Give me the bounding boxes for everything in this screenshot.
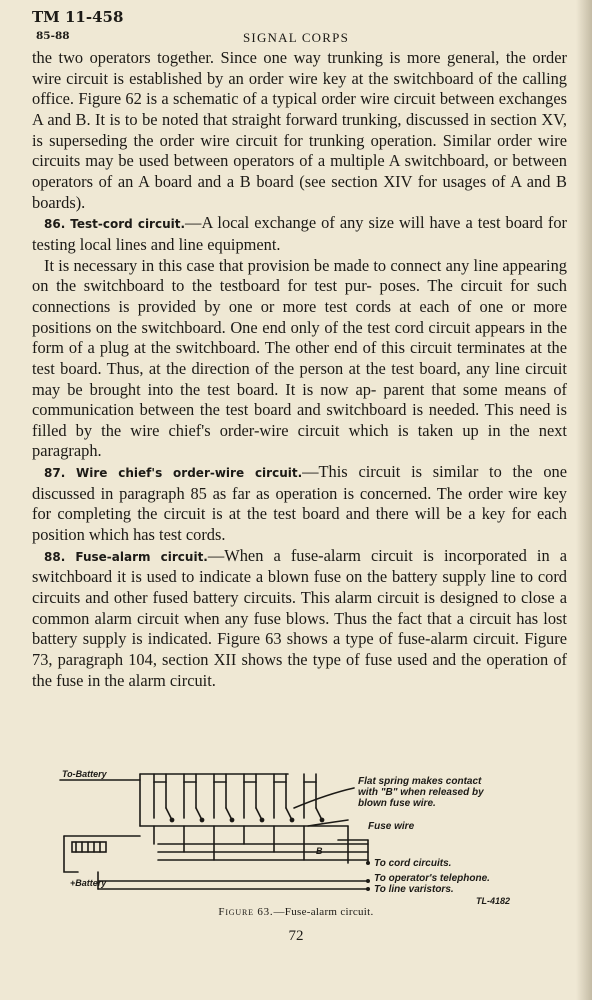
fuse-cap — [274, 774, 286, 782]
text-line: alarm circuit is designed to close a common alarm circuit when — [32, 588, 567, 628]
text-line: —This circuit is similar to the one — [302, 462, 567, 482]
text-line: order wire key for completing the circuit is at the test board and — [32, 483, 567, 524]
output-dot-telephone — [366, 879, 370, 883]
label-fuse-wire: Fuse wire — [368, 821, 415, 832]
output-dot-varistor — [366, 887, 370, 891]
label-flat-spring-3: blown fuse wire. — [358, 798, 436, 809]
text-line: B board (see section XIV for usages of A and B boards). — [32, 171, 567, 212]
page-number: 72 — [288, 928, 304, 944]
resistor-bank — [72, 842, 106, 852]
text-line: any fuse blows. Thus the fact that a circuit has lost battery supply — [32, 608, 567, 649]
fuse-wire-leader — [308, 820, 348, 826]
contact-point — [320, 818, 323, 821]
contact-point — [200, 818, 203, 821]
label-to-operators: To operator's telephone. — [374, 873, 490, 884]
text-line: parent that some means of communication between the test board — [32, 379, 567, 420]
label-flat-spring-2: with "B" when released by — [358, 787, 484, 798]
text-line: multiple A switchboard, or between operators of an A board and a — [32, 151, 567, 191]
paragraph — [32, 462, 567, 546]
contact-point — [290, 818, 293, 821]
label-flat-spring-1: Flat spring makes contact — [358, 776, 482, 787]
text-line: —When a fuse-alarm circuit is incorporated — [207, 545, 527, 565]
paragraph-heading: Wire chief's order-wire circuit. — [76, 466, 303, 481]
manual-id: TM 11-458 — [32, 8, 124, 26]
fuse-cap — [214, 774, 226, 782]
running-title: SIGNAL CORPS — [242, 30, 350, 45]
fuse-unit — [154, 774, 174, 844]
page-edge-shadow — [576, 0, 592, 1000]
contact-point — [230, 818, 233, 821]
paragraph — [32, 256, 567, 463]
paragraph — [32, 546, 567, 692]
figure-caption — [0, 906, 592, 918]
label-battery: +Battery — [70, 878, 107, 888]
contact-point — [170, 818, 173, 821]
fuse-alarm-schematic — [58, 768, 548, 908]
fuse-cap — [184, 774, 196, 782]
text-line: discussed in paragraph 85 as far as operation is concerned. The — [32, 483, 463, 503]
body-text — [32, 48, 567, 691]
paragraph-number: 88. — [44, 549, 66, 564]
text-line: operation of the fuse in the alarm circuit. — [32, 650, 567, 690]
paragraph-range: 85-88 — [36, 30, 70, 42]
text-line: Similar order wire circuits may be used between operators of a — [32, 130, 567, 171]
contact-point — [260, 818, 263, 821]
text-line: poses. The circuit for such connections is provided by one or more — [32, 276, 568, 316]
fuse-unit — [274, 774, 294, 852]
text-line: the two operators together. Since one way trunking is more general, — [32, 48, 500, 67]
text-line: is to be noted that straight forward trunking, discussed in section — [109, 109, 537, 129]
text-line: and switchboard is needed. This need is filled by the wire chief's — [32, 400, 567, 440]
text-line: —A local exchange of any size will have a — [185, 213, 473, 233]
paragraph — [32, 48, 567, 213]
text-line: end only of the test cord circuit appears in the form of a plug at — [32, 317, 568, 358]
fuse-group — [154, 774, 324, 860]
label-to-battery: To-Battery — [62, 769, 107, 779]
text-line: XV, is superseding the order wire circuit for trunking operation. — [32, 109, 568, 150]
label-to-cord: To cord circuits. — [374, 858, 452, 869]
flat-spring-leader — [294, 788, 354, 808]
paragraph-number: 87. — [44, 466, 66, 481]
text-line: of a typical order wire circuit between exchanges A and B. It — [32, 89, 568, 129]
text-line: the switchboard. The other end of this circuit terminates at the — [150, 338, 567, 358]
text-line: in a switchboard it is used to indicate a blown fuse on the battery — [32, 545, 567, 587]
text-line: any line appearing on the switchboard to the testboard for test pur- — [32, 255, 567, 296]
text-line: order-wire circuit which is taken up in the next paragraph. — [32, 420, 567, 461]
text-line: test cords at each of one or more positions on the switchboard. One — [32, 296, 567, 337]
fuse-unit — [214, 774, 234, 860]
text-line: test board. Thus, at the direction of the person at the test board, — [32, 358, 461, 378]
fuse-cap — [304, 774, 316, 782]
figure-63-diagram — [58, 768, 548, 908]
caption-prefix: Figure 63. — [218, 906, 274, 918]
paragraph-number: 86. — [44, 217, 66, 232]
paragraph-heading: Fuse-alarm circuit. — [75, 549, 208, 564]
label-contact-b: B — [316, 846, 323, 856]
label-drawing-number: TL-4182 — [476, 896, 511, 906]
text-line: any line circuit may be brought into the test board. It is now ap- — [32, 358, 567, 399]
text-line: there will be a key for each position which has test cords. — [32, 504, 567, 545]
fuse-unit — [244, 774, 264, 844]
text-line: test board for testing local lines and line equipment. — [32, 213, 567, 254]
paragraph-heading: Test-cord circuit. — [70, 217, 186, 232]
label-to-line-varistors: To line varistors. — [374, 884, 454, 895]
fuse-cap — [154, 774, 166, 782]
fuse-cap — [244, 774, 256, 782]
paragraph — [32, 213, 567, 255]
output-arrows — [366, 861, 370, 891]
text-line: is indicated. Figure 63 shows a type of fuse-alarm circuit. Figure — [131, 629, 567, 649]
text-line: switchboard of the calling office. Figure 62 is a schematic — [32, 68, 568, 109]
text-line: It is necessary in this case that provision be made to connect — [44, 255, 442, 275]
caption-text: —Fuse-alarm circuit. — [273, 906, 374, 918]
text-line: the order wire circuit is established by an order wire key at the — [32, 48, 567, 88]
fuse-unit — [184, 774, 204, 852]
text-line: supply line to cord circuits and other fused battery circuits. This — [32, 567, 567, 608]
text-line: 73, paragraph 104, section XII shows the type of fuse used and the — [32, 650, 482, 670]
output-dot-cord — [366, 861, 370, 865]
